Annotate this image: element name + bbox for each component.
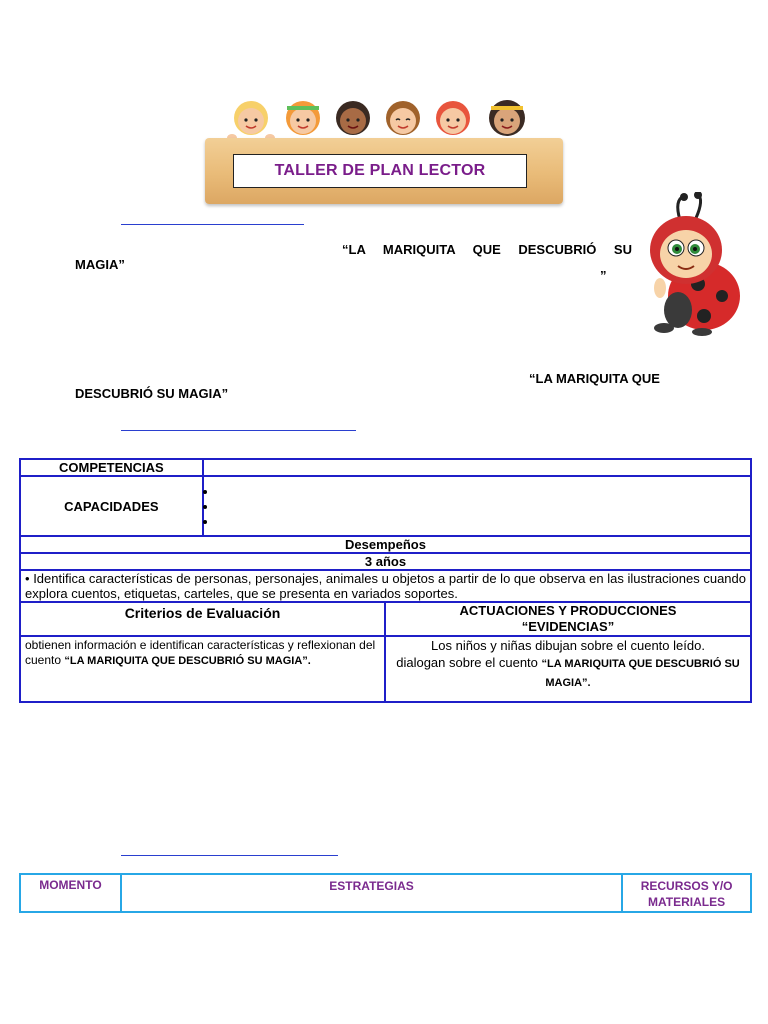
momento-header: MOMENTO <box>20 874 121 912</box>
child-icon <box>225 94 277 144</box>
section-underline <box>121 430 356 431</box>
evidencia-line: dialogan sobre el cuento <box>396 655 538 670</box>
header-banner <box>205 88 565 210</box>
child-icon <box>277 94 329 144</box>
list-item <box>218 499 746 514</box>
story-title-line: “LA MARIQUITA QUE <box>529 371 660 386</box>
actuaciones-header <box>385 602 751 636</box>
capacidades-value <box>203 476 751 536</box>
recursos-header: RECURSOS Y/O MATERIALES <box>622 874 751 912</box>
estrategias-header: ESTRATEGIAS <box>121 874 622 912</box>
momentos-table <box>19 873 752 913</box>
ladybug-icon <box>640 192 744 336</box>
capacidades-list <box>208 484 746 529</box>
section-underline <box>121 224 304 225</box>
evidencias-label: “EVIDENCIAS” <box>521 619 615 634</box>
section-underline <box>121 855 338 856</box>
story-title-line: “LA MARIQUITA QUE DESCUBRIÓ SU <box>342 242 632 257</box>
criterio-story: “LA MARIQUITA QUE DESCUBRIÓ SU MAGIA”. <box>64 655 311 667</box>
age-label: 3 años <box>20 553 751 570</box>
closing-quote: ” <box>600 268 607 283</box>
desempenos-label: Desempeños <box>20 536 751 553</box>
child-icon <box>327 94 379 144</box>
criterio-cell <box>20 636 385 702</box>
evidencia-story: “LA MARIQUITA QUE DESCUBRIÓ SU MAGIA”. <box>541 658 740 689</box>
desempeno-text: • Identifica características de personas, personajes, animales u objetos a partir de lo que observa en las ilustraciones cuando explora cuentos, etiquetas, carteles, que se presenta en variados soportes. <box>20 570 751 602</box>
story-title-line: MAGIA” <box>75 257 125 272</box>
story-title-line: DESCUBRIÓ SU MAGIA” <box>75 386 229 401</box>
competencias-value <box>203 459 751 476</box>
competencias-label: COMPETENCIAS <box>20 459 203 476</box>
actuaciones-label: ACTUACIONES Y PRODUCCIONES <box>459 603 677 618</box>
title-box <box>233 154 527 188</box>
child-icon <box>377 94 429 144</box>
capacidades-label: CAPACIDADES <box>20 476 203 536</box>
criterios-label: Criterios de Evaluación <box>20 602 385 636</box>
criterio-text: obtienen información e identifican características y reflexionan del cuento <box>25 638 376 667</box>
evidencia-cell <box>385 636 751 702</box>
evidencia-line: Los niños y niñas dibujan sobre el cuento leído. <box>431 638 705 653</box>
list-item <box>218 514 746 529</box>
competencias-table <box>19 458 752 703</box>
child-icon <box>481 94 533 144</box>
page-title: TALLER DE PLAN LECTOR <box>274 162 486 179</box>
child-icon <box>427 94 479 144</box>
list-item <box>218 484 746 499</box>
